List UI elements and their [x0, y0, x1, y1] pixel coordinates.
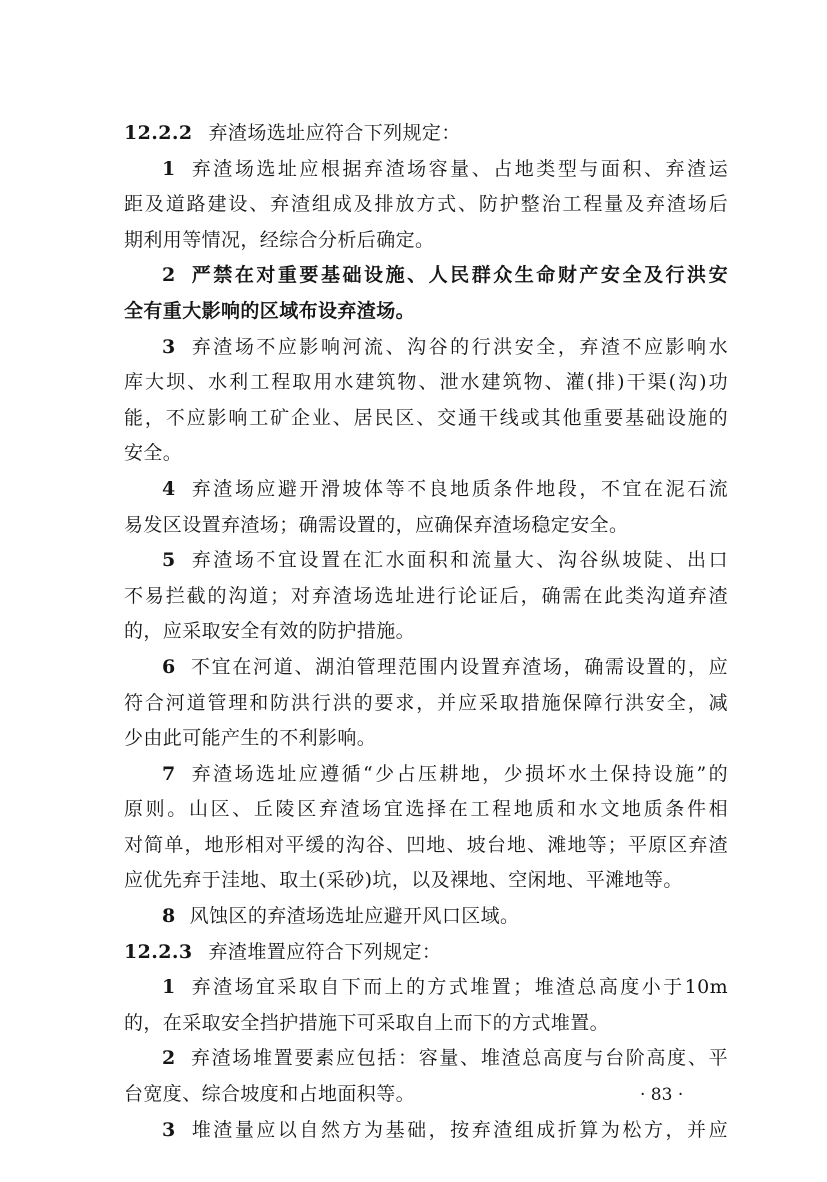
item-number: 8 [162, 905, 176, 928]
item-text: 严禁在对重要基础设施、人民群众生命财产安全及行洪安 [189, 264, 728, 287]
page-number: · 83 · [640, 1085, 684, 1105]
list-item-line: 安全。 [124, 442, 183, 465]
list-item-line: 库大坝、水利工程取用水建筑物、泄水建筑物、灌(排)干渠(沟)功 [124, 371, 728, 394]
item-number: 5 [162, 549, 176, 572]
list-item-line [124, 472, 728, 508]
list-item-line [124, 970, 728, 1006]
list-item-line [124, 258, 728, 294]
list-item-line [124, 543, 728, 579]
item-text: 弃渣场宜采取自下而上的方式堆置；堆渣总高度小于10m [189, 976, 728, 999]
list-item-line: 能，不应影响工矿企业、居民区、交通干线或其他重要基础设施的 [124, 406, 728, 429]
list-item-line: 原则。山区、丘陵区弃渣场宜选择在工程地质和水文地质条件相 [124, 798, 728, 821]
list-item-line: 符合河道管理和防洪行洪的要求，并应采取措施保障行洪安全，减 [124, 691, 728, 714]
body-text [124, 116, 728, 1148]
list-item-line: 台宽度、综合坡度和占地面积等。 [124, 1083, 416, 1106]
list-item-line: 少由此可能产生的不利影响。 [124, 727, 377, 750]
item-text: 不宜在河道、湖泊管理范围内设置弃渣场，确需设置的，应 [189, 655, 728, 678]
clause-number: 12.2.2 [124, 122, 193, 144]
list-item-line: 全有重大影响的区域布设弃渣场。 [124, 299, 416, 322]
item-number: 7 [162, 762, 176, 785]
list-item-line: 对简单，地形相对平缓的沟谷、凹地、坡台地、滩地等；平原区弃渣 [124, 833, 728, 856]
clause-intro: 弃渣场选址应符合下列规定： [208, 122, 461, 144]
clause-intro: 弃渣堆置应符合下列规定： [208, 940, 442, 963]
item-text: 弃渣场不宜设置在汇水面积和流量大、沟谷纵坡陡、出口 [189, 549, 728, 572]
item-number: 2 [162, 264, 176, 287]
list-item-line [124, 650, 728, 686]
item-text: 风蚀区的弃渣场选址应避开风口区域。 [189, 905, 520, 928]
item-number: 2 [162, 1047, 176, 1070]
list-item-line: 易发区设置弃渣场；确需设置的，应确保弃渣场稳定安全。 [124, 513, 629, 536]
list-item-line: 的，在采取安全挡护措施下可采取自上而下的方式堆置。 [124, 1011, 610, 1034]
clause-number: 12.2.3 [124, 940, 193, 963]
item-text: 弃渣场选址应根据弃渣场容量、占地类型与面积、弃渣运 [189, 157, 728, 180]
list-item-line: 应优先弃于洼地、取土(采砂)坑，以及裸地、空闲地、平滩地等。 [124, 869, 683, 892]
item-number: 4 [162, 477, 176, 500]
list-item-line: 距及道路建设、弃渣组成及排放方式、防护整治工程量及弃渣场后 [124, 193, 728, 216]
item-number: 1 [162, 976, 176, 999]
item-text: 弃渣场不应影响河流、沟谷的行洪安全，弃渣不应影响水 [189, 335, 728, 358]
item-number: 6 [162, 655, 176, 678]
item-text: 弃渣场应避开滑坡体等不良地质条件地段，不宜在泥石流 [189, 477, 728, 500]
clause-heading [124, 116, 728, 152]
item-text: 堆渣量应以自然方为基础，按弃渣组成折算为松方，并应 [189, 1118, 728, 1141]
item-text: 弃渣场选址应遵循“少占压耕地，少损坏水土保持设施”的 [189, 762, 728, 785]
list-item-line [124, 1041, 728, 1077]
item-number: 1 [162, 157, 176, 180]
list-item-line [124, 330, 728, 366]
list-item-line: 的，应采取安全有效的防护措施。 [124, 620, 416, 643]
clause-heading [124, 935, 728, 971]
list-item-line: 不易拦截的沟道；对弃渣场选址进行论证后，确需在此类沟道弃渣 [124, 584, 728, 607]
list-item-line [124, 152, 728, 188]
list-item-line [124, 899, 728, 935]
item-number: 3 [162, 1118, 176, 1141]
list-item-line: 期利用等情况，经综合分析后确定。 [124, 228, 435, 251]
item-number: 3 [162, 335, 176, 358]
list-item-line [124, 1113, 728, 1149]
list-item-line [124, 757, 728, 793]
item-text: 弃渣场堆置要素应包括：容量、堆渣总高度与台阶高度、平 [189, 1047, 728, 1070]
